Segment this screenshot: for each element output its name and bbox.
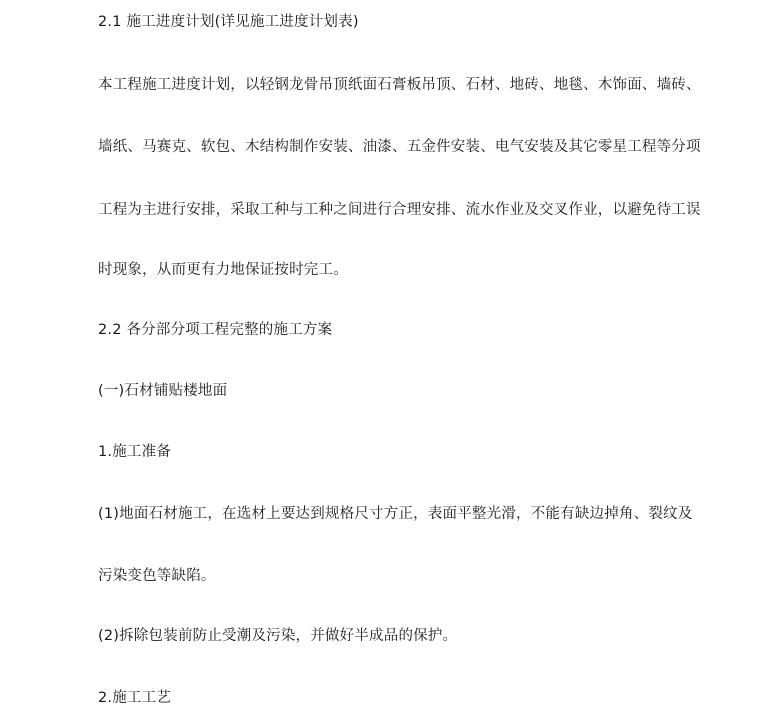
paragraph-line: (1)地面石材施工，在选材上要达到规格尺寸方正，表面平整光滑，不能有缺边掉角、裂纹及 bbox=[98, 506, 693, 522]
paragraph-line: 污染变色等缺陷。 bbox=[98, 568, 216, 584]
subsection-heading: (一)石材铺贴楼地面 bbox=[98, 383, 228, 399]
paragraph-line: 本工程施工进度计划，以轻钢龙骨吊顶纸面石膏板吊顶、石材、地砖、地毯、木饰面、墙砖、 bbox=[98, 77, 701, 93]
section-heading-plan: 2.2 各分部分项工程完整的施工方案 bbox=[98, 322, 333, 338]
paragraph-line: (2)拆除包装前防止受潮及污染，并做好半成品的保护。 bbox=[98, 628, 458, 644]
paragraph-line: 工程为主进行安排，采取工种与工种之间进行合理安排、流水作业及交叉作业，以避免待工误 bbox=[98, 202, 701, 218]
paragraph-line: 时现象，从而更有力地保证按时完工。 bbox=[98, 262, 348, 278]
item-heading-process: 2.施工工艺 bbox=[98, 690, 172, 706]
section-heading-schedule: 2.1 施工进度计划(详见施工进度计划表) bbox=[98, 14, 359, 30]
paragraph-line: 墙纸、马赛克、软包、木结构制作安装、油漆、五金件安装、电气安装及其它零星工程等分项 bbox=[98, 139, 701, 155]
item-heading-preparation: 1.施工准备 bbox=[98, 444, 172, 460]
